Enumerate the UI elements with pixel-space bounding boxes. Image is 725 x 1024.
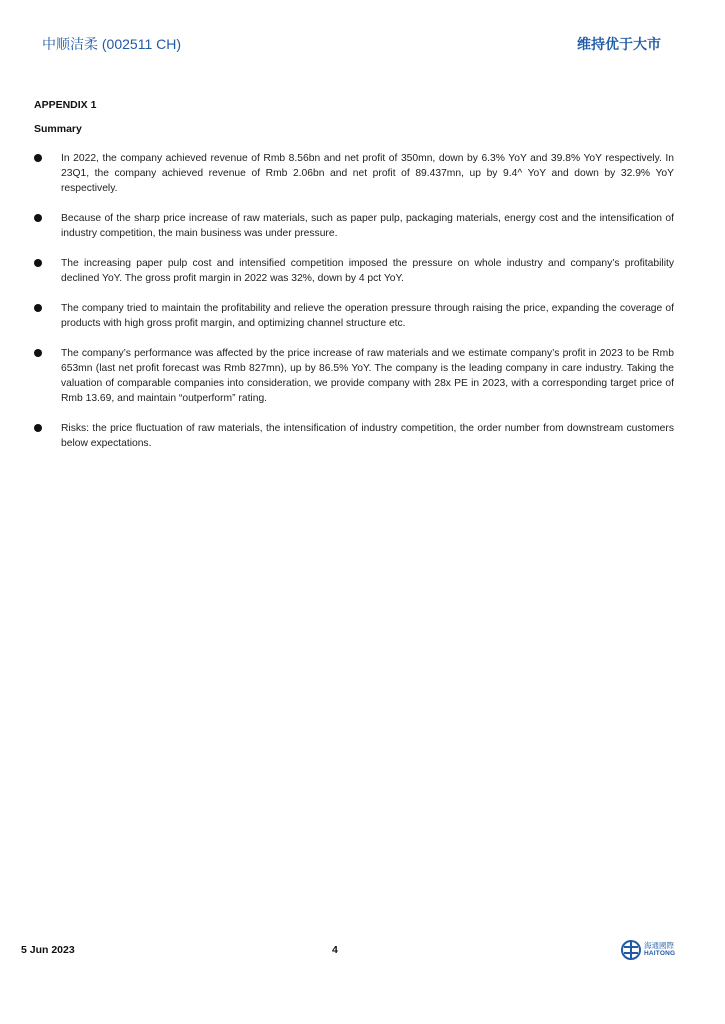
- bullet-icon: [34, 214, 42, 222]
- logo-text: [644, 942, 675, 958]
- bullet-text: The company tried to maintain the profitability and relieve the operation pressure through raising the price, expanding the coverage of products with high gross profit margin, and optimizing channel structure etc.: [61, 303, 674, 329]
- report-stock-title: 中顺洁柔 (002511 CH): [42, 36, 182, 52]
- summary-bullet: [34, 151, 674, 196]
- logo-chinese-name: 海通國際: [644, 941, 674, 950]
- summary-bullet: [34, 301, 674, 331]
- haitong-logo: [621, 940, 675, 960]
- bullet-text: Because of the sharp price increase of raw materials, such as paper pulp, packaging materials, energy cost and the intensification of industry competition, the main business was under pressure.: [61, 213, 674, 239]
- logo-english-name: HAITONG: [644, 950, 676, 957]
- footer-date: 5 Jun 2023: [21, 944, 75, 956]
- haitong-logo-icon: [621, 940, 641, 960]
- bullet-icon: [34, 424, 42, 432]
- bullet-text: In 2022, the company achieved revenue of Rmb 8.56bn and net profit of 350mn, down by 6.3% YoY and 39.8% YoY respectively. In 23Q1, the company achieved revenue of Rmb 2.06bn and net profit of 89.437mn, up by 9.4^ YoY and down by 32.9% YoY respectively.: [61, 153, 674, 194]
- bullet-icon: [34, 259, 42, 267]
- summary-bullet: [34, 256, 674, 286]
- summary-bullet: [34, 211, 674, 241]
- page-number: 4: [332, 944, 338, 956]
- bullet-text: The company’s performance was affected by the price increase of raw materials and we estimate company’s profit in 2023 to be Rmb 653mn (last net profit forecast was Rmb 827mn), up by 86.5% YoY. The company is the leading company in care industry. Taking the valuation of comparable companies into consideration, we provide company with 28x PE in 2023, with a corresponding target price of Rmb 13.69, and maintain “outperform” rating.: [61, 348, 674, 404]
- bullet-text: The increasing paper pulp cost and intensified competition imposed the pressure on whole industry and company’s profitability declined YoY. The gross profit margin in 2022 was 32%, down by 4 pct YoY.: [61, 258, 674, 284]
- rating-title: 维持优于大市: [577, 36, 661, 52]
- bullet-icon: [34, 154, 42, 162]
- bullet-text: Risks: the price fluctuation of raw materials, the intensification of industry competition, the order number from downstream customers below expectations.: [61, 423, 674, 449]
- appendix-heading: APPENDIX 1: [34, 99, 97, 111]
- summary-bullet: [34, 346, 674, 406]
- summary-heading: Summary: [34, 123, 82, 135]
- bullet-icon: [34, 304, 42, 312]
- summary-bullet: [34, 421, 674, 451]
- summary-bullet-list: [34, 151, 674, 466]
- bullet-icon: [34, 349, 42, 357]
